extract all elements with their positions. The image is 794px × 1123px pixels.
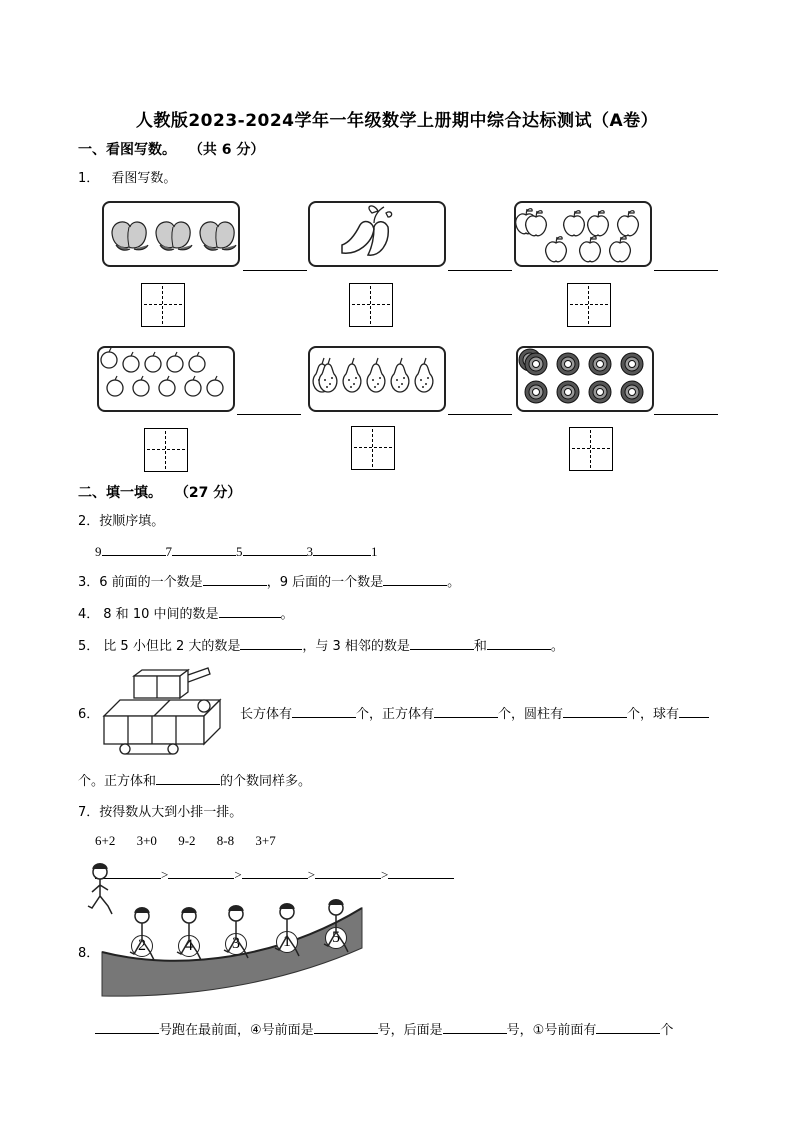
answer-blank[interactable]	[203, 571, 267, 586]
punctuation: 。	[550, 639, 564, 654]
question-number: 5．	[78, 639, 100, 654]
question-text: 个。正方体和	[78, 774, 157, 789]
question-text: 比 5 小但比 2 大的数是	[103, 639, 241, 654]
order-blank[interactable]	[388, 864, 454, 879]
picture-box-flowers	[516, 346, 654, 412]
question-number: 7．	[78, 805, 100, 820]
runner-figure-icon	[216, 902, 256, 972]
answer-blank[interactable]	[292, 703, 356, 718]
seq-blank[interactable]	[172, 541, 236, 556]
question-text: 按顺序填。	[99, 514, 165, 529]
seq-blank[interactable]	[313, 541, 371, 556]
punctuation: 。	[447, 575, 461, 590]
seq-number: 9	[95, 544, 102, 559]
picture-box-mangoes	[308, 201, 446, 267]
greater-than-sign: >	[234, 867, 242, 882]
question-7	[78, 801, 242, 820]
question-6-line-2	[78, 770, 311, 789]
answer-blank[interactable]	[596, 1019, 660, 1034]
seq-blank[interactable]	[102, 541, 166, 556]
picture-box-pears	[308, 346, 446, 412]
seq-number: 1	[371, 544, 378, 559]
ordering-row	[95, 864, 454, 883]
picture-box-small-apples	[97, 346, 235, 412]
greater-than-sign: >	[381, 867, 389, 882]
pear-group-icon	[310, 348, 444, 410]
runner-figure-icon	[122, 904, 162, 974]
question-1	[78, 167, 176, 186]
answer-line-small-apples[interactable]	[237, 413, 301, 415]
question-text: 和	[473, 639, 487, 654]
question-text: 8 和 10 中间的数是	[103, 607, 219, 622]
peach-group-icon	[104, 203, 238, 265]
question-6-number: 6．	[78, 707, 100, 722]
question-text: 个，圆柱有	[498, 707, 564, 722]
page-title: 人教版2023-2024学年一年级数学上册期中综合达标测试（A卷）	[135, 111, 659, 131]
section-2-points: （27 分）	[174, 485, 242, 501]
answer-blank[interactable]	[434, 703, 498, 718]
expression: 9-2	[178, 833, 196, 848]
greater-than-sign: >	[307, 867, 316, 882]
runner-number-badge: 5	[325, 927, 347, 949]
answer-line-pears[interactable]	[448, 413, 512, 415]
punctuation: 。	[280, 607, 294, 622]
expression: 3+7	[255, 833, 276, 848]
question-2	[78, 510, 164, 529]
question-5	[78, 635, 564, 654]
runner-number-badge: 3	[225, 933, 247, 955]
question-text: 个	[660, 1023, 674, 1038]
runner-figure-icon	[267, 900, 307, 970]
expression-list	[95, 833, 276, 849]
writing-grid-small-apples[interactable]	[144, 428, 188, 472]
seq-blank[interactable]	[243, 541, 307, 556]
runner-number-badge: 2	[131, 935, 153, 957]
greater-than-sign: >	[161, 867, 169, 882]
question-number: 1．	[78, 171, 100, 186]
answer-blank[interactable]	[563, 703, 627, 718]
runner-number-badge: 1	[276, 931, 298, 953]
expression: 8-8	[216, 833, 235, 848]
answer-blank[interactable]	[443, 1019, 507, 1034]
picture-box-peaches	[102, 201, 240, 267]
order-blank[interactable]	[315, 864, 381, 879]
answer-blank[interactable]	[487, 635, 551, 650]
writing-grid-apples[interactable]	[567, 283, 611, 327]
section-1-points: （共 6 分）	[188, 142, 265, 158]
question-8-text	[95, 1019, 673, 1038]
seq-number: 7	[165, 544, 172, 559]
question-text: 的个数同样多。	[220, 774, 312, 789]
writing-grid-flowers[interactable]	[569, 427, 613, 471]
runner-number-badge: 4	[178, 935, 200, 957]
answer-blank[interactable]	[219, 603, 281, 618]
question-text: ，与 3 相邻的数是	[302, 639, 410, 654]
runner-figure-icon	[169, 904, 209, 974]
expression: 6+2	[95, 833, 116, 848]
answer-line-apples[interactable]	[654, 269, 718, 271]
answer-blank[interactable]	[410, 635, 474, 650]
answer-blank[interactable]	[156, 770, 220, 785]
section-2-heading	[78, 482, 241, 502]
question-number: 2．	[78, 514, 100, 529]
answer-line-peaches[interactable]	[243, 269, 307, 271]
question-3	[78, 571, 460, 590]
question-number: 4．	[78, 607, 100, 622]
flower-group-icon	[518, 348, 652, 410]
question-4	[78, 603, 294, 622]
question-text: 号跑在最前面，④号前面是	[159, 1023, 314, 1038]
order-blank[interactable]	[168, 864, 234, 879]
question-text: 看图写数。	[111, 171, 177, 186]
question-text: 个，正方体有	[356, 707, 435, 722]
section-2-title: 二、填一填。	[78, 485, 162, 501]
writing-grid-pears[interactable]	[351, 426, 395, 470]
writing-grid-mangoes[interactable]	[349, 283, 393, 327]
small-apple-group-icon	[99, 348, 233, 410]
answer-blank[interactable]	[95, 1019, 159, 1034]
tank-shapes-icon	[100, 662, 240, 756]
order-blank[interactable]	[242, 864, 308, 879]
seq-number: 3	[306, 544, 313, 559]
answer-blank[interactable]	[679, 703, 709, 718]
question-text: 按得数从大到小排一排。	[99, 805, 243, 820]
expression: 3+0	[136, 833, 157, 848]
question-number: 3．	[78, 575, 100, 590]
question-text: 号，后面是	[377, 1023, 443, 1038]
section-1-heading	[78, 139, 264, 159]
question-text: 个，球有	[627, 707, 680, 722]
picture-box-apples	[514, 201, 652, 267]
question-text: ，9 后面的一个数是	[266, 575, 384, 590]
question-text: 6 前面的一个数是	[99, 575, 203, 590]
sequence-row	[95, 541, 378, 560]
apple-group-icon	[516, 203, 650, 265]
seq-number: 5	[236, 544, 243, 559]
answer-blank[interactable]	[240, 635, 302, 650]
question-text: 号，①号前面有	[506, 1023, 597, 1038]
answer-blank[interactable]	[314, 1019, 378, 1034]
mango-group-icon	[310, 203, 444, 265]
answer-line-mangoes[interactable]	[448, 269, 512, 271]
answer-line-flowers[interactable]	[654, 413, 718, 415]
runner-figure-icon	[316, 896, 356, 966]
question-8-number: 8．	[78, 946, 100, 961]
answer-blank[interactable]	[383, 571, 447, 586]
question-6-line-1	[240, 703, 709, 722]
section-1-title: 一、看图写数。	[78, 142, 176, 158]
writing-grid-peaches[interactable]	[141, 283, 185, 327]
question-text: 长方体有	[240, 707, 293, 722]
